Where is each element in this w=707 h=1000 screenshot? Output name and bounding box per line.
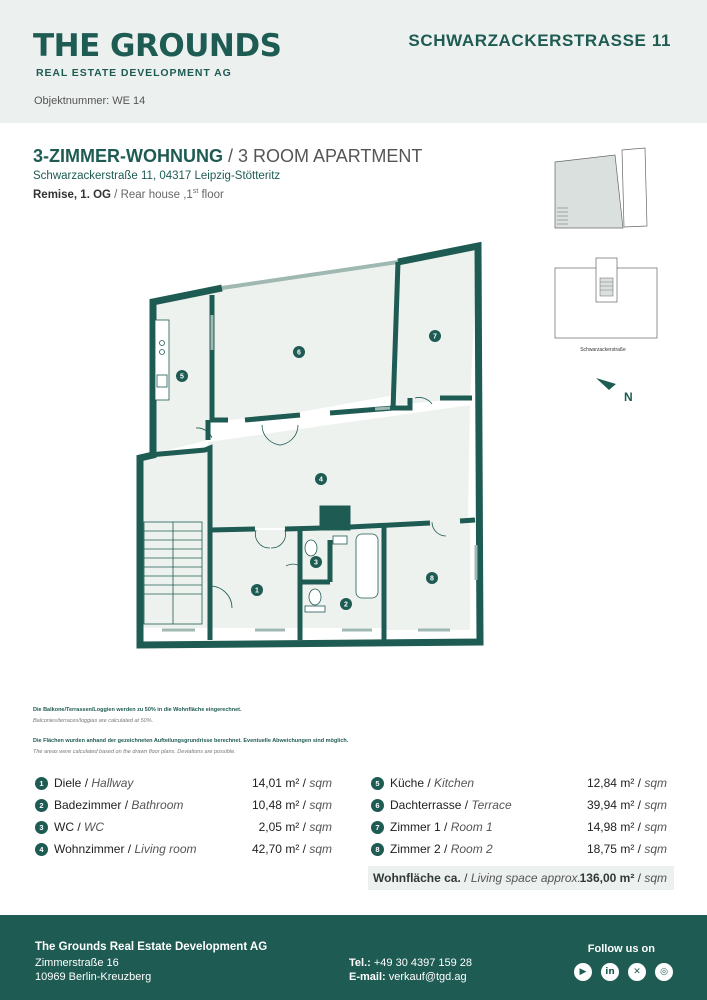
header-street: SCHWARZACKERSTRASSE 11: [408, 31, 671, 50]
area-label-de: Küche: [390, 776, 425, 790]
area-number: 3: [35, 821, 48, 834]
instagram-icon[interactable]: ◎: [655, 963, 673, 981]
area-number: 1: [35, 777, 48, 790]
area-value: 14,98 m²: [586, 820, 635, 834]
area-label-de: Zimmer 2: [390, 842, 441, 856]
floor-en-end: floor: [198, 188, 224, 201]
footer-phone: [349, 957, 472, 969]
area-number: 7: [371, 821, 384, 834]
linkedin-icon[interactable]: in: [601, 963, 619, 981]
area-value: 2,05 m²: [258, 820, 300, 834]
area-label-en: WC: [84, 820, 105, 834]
follow-us-label: Follow us on: [587, 943, 655, 955]
svg-text:2: 2: [344, 601, 348, 609]
area-value: 39,94 m²: [586, 798, 635, 812]
kitchen-counter: [155, 320, 169, 400]
room-marker-6: [293, 346, 305, 358]
area-row: 2 Badezimmer / Bathroom 10,48 m² / sqm: [35, 797, 332, 819]
area-number: 4: [35, 843, 48, 856]
total-living-space: Wohnfläche ca. / Living space approx. 136,00 m² / sqm: [368, 866, 674, 890]
floor-sup: st: [192, 188, 199, 195]
svg-text:7: 7: [433, 333, 437, 341]
area-list-right: [371, 775, 667, 863]
floor-en: Rear house ,1: [120, 188, 193, 201]
area-label-en: Bathroom: [131, 798, 184, 812]
footer-email: [349, 971, 467, 983]
area-number: 6: [371, 799, 384, 812]
area-label-de: Badezimmer: [54, 798, 122, 812]
area-label-en: Living room: [134, 842, 197, 856]
site-plan-street: [555, 258, 657, 353]
area-unit: sqm: [644, 798, 667, 812]
north-arrow-icon: [596, 378, 633, 404]
area-label-en: Hallway: [91, 776, 134, 790]
footer-city: 10969 Berlin-Kreuzberg: [35, 971, 152, 983]
area-value: 10,48 m²: [251, 798, 300, 812]
floor-separator: /: [110, 188, 121, 201]
room-marker-1: [251, 584, 263, 596]
area-list-left: [35, 775, 332, 863]
phone-number[interactable]: +49 30 4397 159 28: [373, 957, 473, 969]
area-row: 5 Küche / Kitchen 12,84 m² / sqm: [371, 775, 667, 797]
youtube-icon[interactable]: ▶: [574, 963, 592, 981]
area-value: 12,84 m²: [586, 776, 635, 790]
phone-label: Tel.:: [349, 957, 371, 969]
area-label-en: Room 2: [450, 842, 493, 856]
xing-icon[interactable]: ✕: [628, 963, 646, 981]
area-unit: sqm: [644, 820, 667, 834]
area-number: 5: [371, 777, 384, 790]
area-unit: sqm: [309, 820, 332, 834]
total-value: 136,00 m²: [579, 871, 635, 885]
logo-wordmark: THE GROUNDS: [33, 28, 282, 64]
total-label-en: Living space approx.: [470, 871, 581, 885]
title-main: 3-ZIMMER-WOHNUNG: [33, 146, 223, 166]
room-marker-4: [315, 473, 327, 485]
area-row: 1 Diele / Hallway 14,01 m² / sqm: [35, 775, 332, 797]
title-separator: /: [222, 146, 238, 166]
svg-text:N: N: [624, 390, 633, 404]
area-label-de: Diele: [54, 776, 82, 790]
area-label-de: Wohnzimmer: [54, 842, 125, 856]
svg-text:1: 1: [255, 587, 259, 595]
title-sub: 3 ROOM APARTMENT: [238, 146, 423, 166]
site-street-label: Schwarzackerstraße: [580, 347, 626, 353]
note-calc-de: Die Flächen wurden anhand der gezeichneten Aufteilungsgrundrisse berechnet. Eventuelle Abweichungen sind möglich.: [33, 738, 349, 744]
floor-de: Remise, 1. OG: [33, 188, 111, 201]
area-label-de: WC: [54, 820, 74, 834]
area-row: 7 Zimmer 1 / Room 1 14,98 m² / sqm: [371, 819, 667, 841]
area-label-en: Terrace: [471, 798, 512, 812]
property-address: Schwarzackerstraße 11, 04317 Leipzig-Stötteritz: [33, 170, 281, 182]
area-label-en: Room 1: [450, 820, 493, 834]
note-calc-en: The areas were calculated based on the drawn floor plans. Deviations are possible.: [33, 749, 236, 755]
area-unit: sqm: [309, 776, 332, 790]
room-wc-area: [300, 530, 330, 580]
area-label-de: Zimmer 1: [390, 820, 441, 834]
page-footer: [0, 915, 707, 1000]
room-marker-5: [176, 370, 188, 382]
area-number: 8: [371, 843, 384, 856]
footer-company: The Grounds Real Estate Development AG: [35, 941, 268, 953]
site-outline-top: [555, 148, 647, 228]
area-unit: sqm: [644, 842, 667, 856]
total-label-de: Wohnfläche ca.: [373, 871, 461, 885]
room-marker-2: [340, 598, 352, 610]
area-value: 18,75 m²: [586, 842, 635, 856]
logo-tagline: REAL ESTATE DEVELOPMENT AG: [36, 67, 232, 79]
svg-text:4: 4: [319, 476, 323, 484]
object-number: Objektnummer: WE 14: [34, 95, 146, 107]
area-unit: sqm: [309, 842, 332, 856]
room-1-area: [395, 246, 478, 405]
area-unit: sqm: [309, 798, 332, 812]
svg-text:6: 6: [297, 349, 301, 357]
svg-text:3: 3: [314, 559, 318, 567]
note-balcony-de: Die Balkone/Terrassen/Loggien werden zu 50% in die Wohnfläche eingerechnet.: [33, 707, 242, 713]
room-hallway-area: [210, 530, 298, 628]
area-unit: sqm: [644, 776, 667, 790]
email-label: E-mail:: [349, 971, 386, 983]
area-label-en: Kitchen: [434, 776, 475, 790]
note-balcony-en: Balconies/terraces/loggias are calculated at 50%.: [33, 718, 154, 724]
area-row: 8 Zimmer 2 / Room 2 18,75 m² / sqm: [371, 841, 667, 863]
total-unit: sqm: [644, 871, 667, 885]
room-marker-3: [310, 556, 322, 568]
email-address[interactable]: verkauf@tgd.ag: [388, 971, 467, 983]
area-row: 4 Wohnzimmer / Living room 42,70 m² / sqm: [35, 841, 332, 863]
footer-street: Zimmerstraße 16: [35, 957, 119, 969]
area-row: 6 Dachterrasse / Terrace 39,94 m² / sqm: [371, 797, 667, 819]
area-value: 14,01 m²: [251, 776, 300, 790]
room-marker-7: [429, 330, 441, 342]
area-value: 42,70 m²: [251, 842, 300, 856]
svg-text:8: 8: [430, 575, 434, 583]
svg-text:5: 5: [180, 373, 184, 381]
area-number: 2: [35, 799, 48, 812]
room-marker-8: [426, 572, 438, 584]
area-row: 3 WC / WC 2,05 m² / sqm: [35, 819, 332, 841]
area-label-de: Dachterrasse: [390, 798, 462, 812]
